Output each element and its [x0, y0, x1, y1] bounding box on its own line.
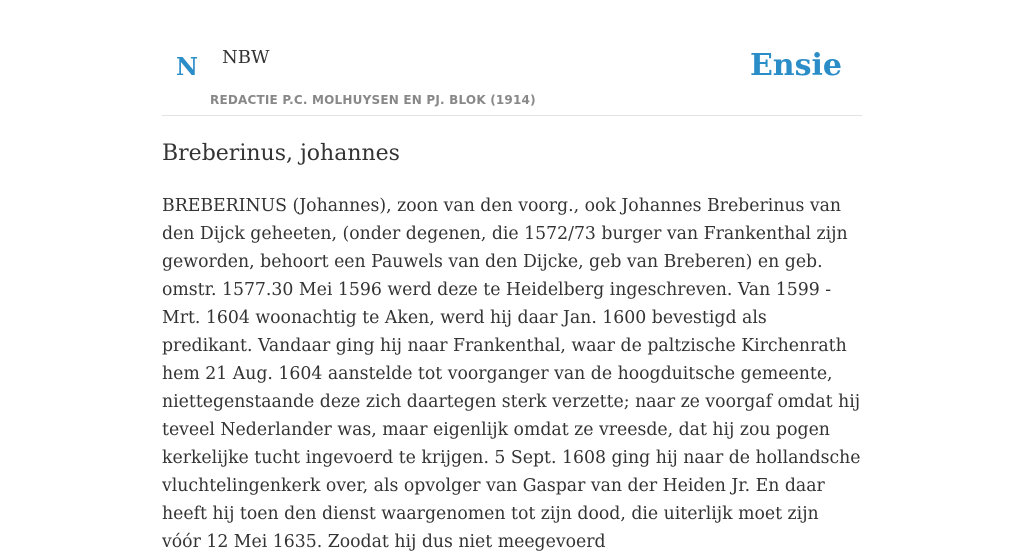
source-name-link[interactable]: NBW	[222, 47, 270, 68]
source-header	[162, 40, 862, 116]
source-subtitle: REDACTIE P.C. MOLHUYSEN EN PJ. BLOK (1914)	[210, 93, 536, 107]
ensie-logo-link[interactable]: Ensie	[749, 48, 842, 83]
source-logo-icon[interactable]: N	[176, 52, 198, 81]
article-body: BREBERINUS (Johannes), zoon van den voorg., ook Johannes Breberinus van den Dijck geheeten, (onder degenen, die 1572/73 burger van Frankenthal zijn geworden, behoort een Pauwels van den Dijcke, geb van Breberen) en geb. omstr. 1577.30 Mei 1596 werd deze te Heidelberg ingeschreven. Van 1599 - Mrt. 1604 woonachtig te Aken, werd hij daar Jan. 1600 bevestigd als predikant. Vandaar ging hij naar Frankenthal, waar de paltzische Kirchenrath hem 21 Aug. 1604 aanstelde tot voorganger van de hoogduitsche gemeente, niettegenstaande deze zich daartegen sterk verzette; naar ze voorgaf omdat hij teveel Nederlander was, maar eigenlijk omdat ze vreesde, dat hij zou pogen kerkelijke tucht ingevoerd te krijgen. 5 Sept. 1608 ging hij naar de hollandsche vluchtelingenkerk over, als opvolger van Gaspar van der Heiden Jr. En daar heeft hij toen den dienst waargenomen tot zijn dood, die uiterlijk moet zijn vóór 12 Mei 1635. Zoodat hij dus niet meegevoerd	[162, 196, 861, 552]
article-title: Breberinus, johannes	[162, 141, 400, 166]
